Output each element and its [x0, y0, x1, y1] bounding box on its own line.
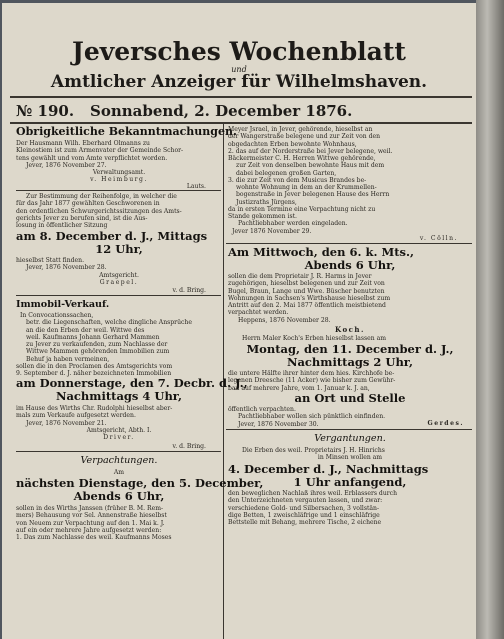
auction-intro	[228, 447, 472, 462]
notice-2-line: den ordentlichen Schwurgerichtssitzungen des Amts-	[16, 207, 182, 215]
monday-line: öffentlich verpachten.	[228, 406, 296, 413]
monday-line: bau auf mehrere Jahre, vom 1. Januar k. J. an,	[228, 384, 370, 392]
wednesday-signature: Koch.	[335, 325, 365, 334]
notice-2-line: losung in öffentlicher Sitzung	[16, 222, 108, 229]
continuation-line: wohnte Wohnung in dem an der Krummellen-	[236, 184, 377, 191]
lease-am: Am	[113, 469, 125, 476]
auction-line: dige Betten, 1 zweischläfrige und 1 einschläfrige	[228, 511, 380, 519]
notice-1-line: tens gewählt und vom Amte verpflichtet worden.	[16, 154, 168, 162]
auction-line: verschiedene Gold- und Silbersachen, 3 vollstän-	[228, 504, 380, 512]
lease-time: Abends 6 Uhr,	[73, 489, 165, 503]
immobil-line: 9. September d. J. näher bezeichneten Immobilien	[16, 370, 172, 377]
notice-2-line: Jever, 1876 November 28.	[26, 264, 107, 272]
notice-rule	[16, 295, 221, 296]
continuation-line: Justizraths Jürgens,	[236, 198, 297, 206]
wednesday-line: Antritt auf den 2. Mai 1877 öffentlich meistbietend	[228, 302, 386, 309]
wednesday-line: Heppens, 1876 November 28.	[238, 316, 331, 324]
wednesday-date: Am Mittwoch, den 6. k. Mts.,	[228, 245, 414, 259]
notice-1-line: Kleinostiem ist zum Armenvater der Gemeinde Schor-	[16, 147, 184, 155]
notice-2	[16, 193, 222, 229]
wednesday-line: Bugel, Braun, Lange und Wwe. Büscher benutzten	[228, 287, 385, 295]
lease-date: nächsten Dienstage, den 5. December,	[16, 476, 264, 490]
koch-intro: Herrn Maler Koch's Erben hieselbst lassen am	[242, 335, 387, 342]
notice-2-line: Zur Bestimmung der Reihenfolge, in welcher die	[26, 193, 177, 200]
continuation-line: obgedachten Erben bewohnte Wohnhaus,	[228, 140, 357, 148]
immobil-line: sollen die in den Proclamen des Amtsgerichts vom	[16, 362, 173, 370]
notice-2-line: hieselbst Statt finden.	[16, 257, 85, 264]
notice-rule	[226, 243, 472, 244]
lease-line: auf ein oder mehrere Jahre aufgesetzt werden:	[16, 526, 162, 534]
immobil-date: am Donnerstage, den 7. Decbr. d. J.,	[16, 376, 248, 390]
lease-heading: Verpachtungen.	[80, 455, 158, 466]
lease-line: von Neuem zur Verpachtung auf den 1. Mai k. J.	[16, 519, 165, 527]
continuation-line: dabei belegenen großen Garten,	[236, 169, 337, 177]
continuation-line: Pachtliebhaber werden eingeladen.	[238, 220, 348, 228]
masthead-title: Jeversches Wochenblatt	[72, 37, 406, 66]
immobil-line: Wittwe Mammen gehörenden Immobilien zum	[26, 348, 170, 356]
notice-2-signature-2: v. d. Bring.	[172, 287, 206, 294]
monday-line: Pachtliebhaber wollen sich pünktlich einfinden.	[238, 413, 386, 421]
continuation-line: Bäckermeister C. H. Herren Wittwe gehörende,	[228, 155, 376, 162]
book-spine	[476, 0, 504, 639]
notice-2-time: 12 Uhr,	[95, 242, 143, 256]
wednesday-line: verpachtet werden.	[228, 309, 289, 317]
masthead-rule-top	[10, 96, 472, 98]
notices-heading: Obrigkeitliche Bekanntmachungen.	[16, 125, 237, 138]
auction-line: den Unterzeichneten vergauten lassen, und zwar:	[228, 497, 383, 505]
monday-line: legenen Dreesche (11 Acker) wie bisher zum Gewühr-	[228, 377, 396, 385]
continuation-line: Meyer Jsrael, in Jever, gehörende, hieselbst an	[228, 126, 373, 133]
lease-line: mers) Behausung vor Sel. Annenstraße hieselbst	[16, 512, 167, 520]
continuation-line: Stande gekommen ist.	[228, 213, 297, 220]
immobil-line: Jever, 1876 November 21.	[26, 419, 107, 427]
continuation-line: da in ersten Termine eine Verpachtung nicht zu	[228, 205, 376, 213]
notice-2-footer	[16, 257, 222, 286]
monday-place: an Ort und Stelle	[294, 391, 406, 405]
lease-line: 1. Das zum Nachlasse des weil. Kaufmanns Moses	[16, 534, 172, 541]
masthead-subtitle: Amtlicher Anzeiger für Wilhelmshaven.	[50, 72, 428, 92]
immobil-line: mals zum Verkaufe aufgesetzt werden.	[16, 412, 136, 420]
immobil-text	[16, 312, 222, 377]
notice-2-tag: Lauts.	[186, 183, 206, 190]
monday-text	[228, 370, 472, 392]
continuation-line: zur Zeit von denselben bewohnte Haus mit dem	[236, 162, 385, 170]
auction-line: in Minsen wollen am	[317, 454, 383, 462]
immobil-line: an die den Erben der weil. Wittwe des	[26, 326, 145, 334]
notice-rule	[226, 429, 472, 430]
issue-number: № 190.	[16, 102, 75, 120]
masthead-und: und	[231, 65, 247, 74]
notice-1	[16, 140, 222, 184]
immobil-heading: Immobil-Verkauf.	[16, 299, 110, 310]
immobil-line: betr. die Liegenschaften, welche dingliche Ansprüche	[26, 319, 192, 327]
lease-line: sollen in des Wirths Janssen (früher B. M. Rem-	[16, 505, 164, 512]
auction-text	[228, 490, 472, 526]
newspaper-page	[2, 3, 476, 639]
notice-rule	[16, 451, 221, 452]
wednesday-line: Wohnungen in Sachsen's Wirthshause hieselbst zum	[228, 294, 391, 302]
masthead-rule-bottom	[10, 122, 472, 124]
issue-date: Sonnabend, 2. December 1876.	[90, 102, 353, 120]
monday-date: Montag, den 11. December d. J.,	[246, 342, 454, 356]
monday-line: Jever, 1876 November 30.	[238, 420, 319, 428]
notice-2-line: gerichts Jever zu berufen sind, ist die Aus-	[16, 214, 148, 222]
immobil-signature: Driver.	[103, 434, 135, 441]
monday-line: die untere Hälfte ihrer hinter dem hies. Kirchhofe be-	[228, 370, 395, 377]
wednesday-time: Abends 6 Uhr,	[304, 258, 396, 272]
continuation-line: 3. die zur Zeit von dem Musicus Brandes be-	[228, 176, 367, 184]
wednesday-line: sollen die dem Proprietair J. R. Harms in Jever	[228, 273, 372, 280]
immobil-signature-2: v. d. Bring.	[172, 443, 206, 450]
auction-date: 4. December d. J., Nachmittags	[228, 462, 429, 476]
immobil-line: im Hause des Wirths Chr. Rudolphi hieselbst aber-	[16, 405, 173, 412]
continuation-signature: v. Cölln.	[419, 235, 458, 242]
lease-text	[16, 505, 222, 541]
notice-1-line: Verwaltungsamt.	[92, 169, 146, 176]
continuation-line: Jever 1876 November 29.	[232, 227, 312, 235]
continuation-line: der Wangerstraße belegene und zur Zeit von den	[228, 133, 381, 141]
auction-time: 1 Uhr anfangend,	[293, 475, 407, 489]
auction-line: den beweglichen Nachlaß ihres weil. Erblassers durch	[228, 490, 398, 497]
notice-2-line: Amtsgericht.	[99, 271, 139, 279]
notice-1-signature: v. Heimburg.	[90, 176, 148, 184]
wednesday-text	[228, 273, 472, 324]
immobil-footer	[16, 405, 222, 441]
immobil-line: Behuf ja haben vermeinen,	[26, 355, 110, 363]
immobil-line: weil. Kaufmanns Johann Gerhard Mammen	[26, 333, 160, 341]
notice-1-line: Der Hausmann Wilh. Eberhard Olmanns zu	[16, 140, 150, 147]
continuation-line: 2. das auf der Norderstraße bei Jever belegene, weil.	[228, 147, 393, 155]
immobil-line: Amtsgericht, Abth. I.	[86, 426, 152, 434]
monday-signature: Gerdes.	[427, 420, 464, 427]
notice-1-line: Jever, 1876 November 27.	[26, 161, 107, 169]
continuation-line: bogenstraße in Jever belegenen Hause des Herrn	[236, 191, 390, 199]
notice-2-date: am 8. December d. J., Mittags	[16, 229, 208, 243]
immobil-time: Nachmittags 4 Uhr,	[55, 389, 183, 403]
auction-line: Bettstelle mit Behang, mehrere Tische, 2 eichene	[228, 519, 382, 526]
immobil-line: zu Jever zu verkaufenden, zum Nachlasse der	[26, 341, 168, 348]
right-continuation	[228, 126, 472, 235]
wednesday-line: zugehörigen, hieselbst belegenen und zur Zeit von	[228, 280, 385, 288]
immobil-line: In Convocationssachen,	[20, 312, 94, 319]
notice-2-signature: Graepel.	[99, 278, 139, 286]
monday-time: Nachmittags 2 Uhr,	[286, 355, 414, 369]
notice-rule	[16, 190, 221, 191]
auction-line: Die Erben des weil. Proprietairs J. H. Hinrichs	[242, 447, 385, 454]
notice-2-line: für das Jahr 1877 gewählten Geschworenen in	[16, 200, 160, 208]
auction-heading: Vergantungen.	[314, 433, 386, 444]
